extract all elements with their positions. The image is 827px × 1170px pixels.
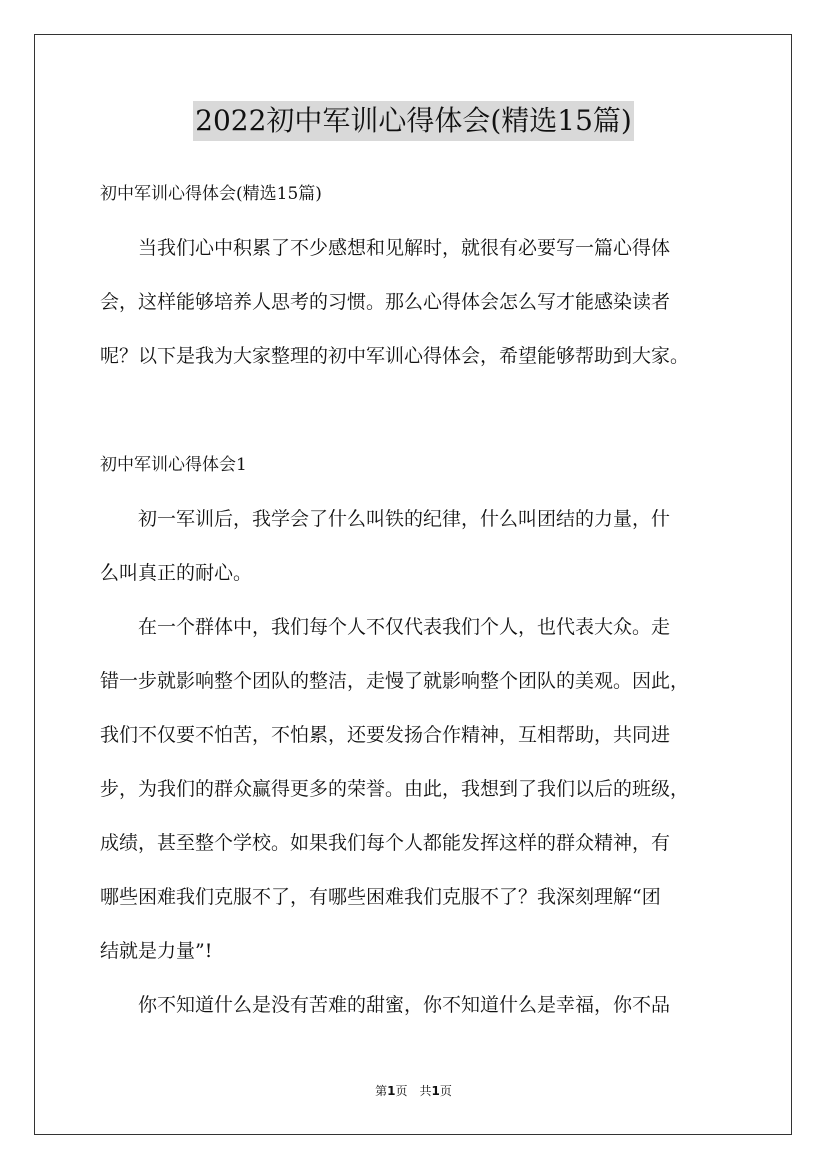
section-heading-1: 初中军训心得体会1 bbox=[100, 455, 247, 475]
page-footer bbox=[0, 1082, 827, 1099]
p1-line-2: 么叫真正的耐心。 bbox=[100, 562, 253, 584]
footer-total-suffix: 页 bbox=[439, 1084, 452, 1098]
p1-line-1: 初一军训后，我学会了什么叫铁的纪律，什么叫团结的力量，什 bbox=[100, 508, 671, 530]
intro-line-1: 当我们心中积累了不少感想和见解时，就很有必要写一篇心得体 bbox=[100, 237, 671, 259]
subtitle: 初中军训心得体会(精选15篇) bbox=[100, 184, 322, 204]
p2-line-5: 成绩，甚至整个学校。如果我们每个人都能发挥这样的群众精神，有 bbox=[100, 832, 671, 854]
intro-line-3: 呢？以下是我为大家整理的初中军训心得体会，希望能够帮助到大家。 bbox=[100, 345, 690, 367]
intro-line-2: 会，这样能够培养人思考的习惯。那么心得体会怎么写才能感染读者 bbox=[100, 291, 671, 313]
footer-total-number: 1 bbox=[431, 1084, 440, 1098]
p2-line-6: 哪些困难我们克服不了，有哪些困难我们克服不了？我深刻理解“团 bbox=[100, 886, 661, 908]
document-title: 2022初中军训心得体会(精选15篇) bbox=[193, 101, 634, 141]
p2-line-3: 我们不仅要不怕苦，不怕累，还要发扬合作精神，互相帮助，共同进 bbox=[100, 724, 671, 746]
footer-page-suffix: 页 bbox=[395, 1084, 408, 1098]
p2-line-7: 结就是力量”! bbox=[100, 940, 213, 962]
p3-line-1: 你不知道什么是没有苦难的甜蜜，你不知道什么是幸福，你不品 bbox=[100, 994, 671, 1016]
p2-line-4: 步，为我们的群众赢得更多的荣誉。由此，我想到了我们以后的班级， bbox=[100, 778, 690, 800]
p2-line-2: 错一步就影响整个团队的整洁，走慢了就影响整个团队的美观。因此， bbox=[100, 670, 690, 692]
footer-page-prefix: 第 bbox=[375, 1084, 388, 1098]
title-wrap bbox=[0, 101, 827, 141]
footer-page-number: 1 bbox=[387, 1084, 396, 1098]
footer-total-prefix: 共 bbox=[419, 1084, 432, 1098]
p2-line-1: 在一个群体中，我们每个人不仅代表我们个人，也代表大众。走 bbox=[100, 616, 671, 638]
